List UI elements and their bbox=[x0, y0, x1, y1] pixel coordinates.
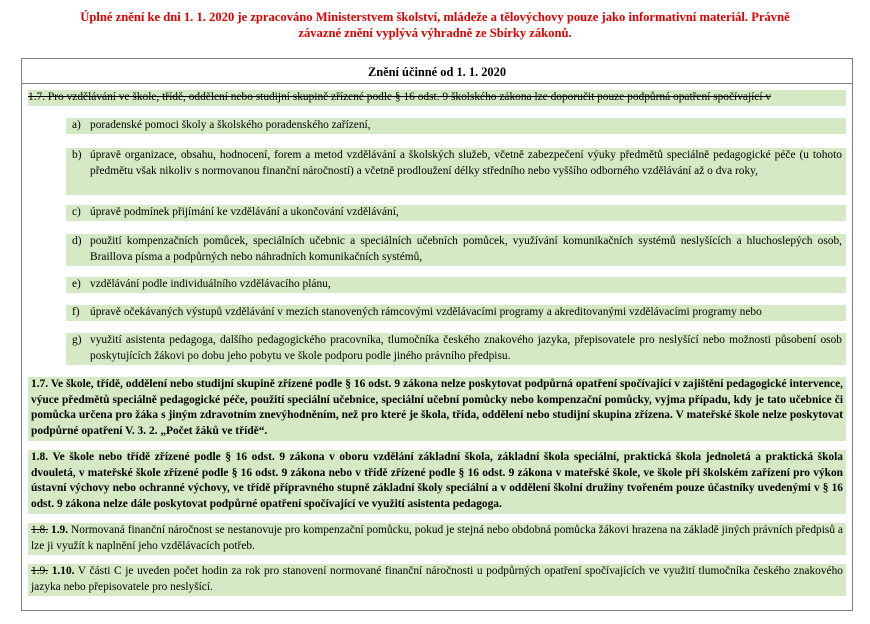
deleted-item-g bbox=[66, 333, 846, 365]
deleted-item-d bbox=[66, 234, 846, 266]
item-text: vzdělávání podle individuálního vzdělávacího plánu, bbox=[90, 278, 331, 290]
effective-date-caption: Znění účinné od 1. 1. 2020 bbox=[367, 65, 507, 79]
item-text: využití asistenta pedagoga, dalšího pedagogického pracovníka, tlumočníka českého znakového jazyka, přepisovatele pro neslyšící nebo možnosti působení osob poskytujících žákovi po dobu jeho pobytu ve škole podporu podle jiného právního předpisu. bbox=[90, 334, 842, 362]
deleted-item-c bbox=[66, 205, 846, 221]
document-frame bbox=[21, 58, 853, 611]
caption-divider bbox=[22, 83, 852, 84]
item-label: b) bbox=[72, 149, 82, 161]
paragraph-1-8: 1.8. Ve škole nebo třídě zřízené podle § 16 odst. 9 zákona v oboru vzdělání základní škola, základní škola speciální, praktická škola jednoletá a praktická škola dvouletá, v mateřské škole zřízené podle § 16 odst. 9 zákona nebo v třídě zřízené podle § 16 odst. 9 zákona v mateřské škole, ve škole při školském zařízení pro výkon ústavní výchovy nebo ochranné výchovy, ve třídě přípravného stupně základní školy speciální a v oddělení školní družiny tvořeném pouze účastníky uvedenými v § 16 odst. 9 zákona nelze dále poskytovat podpůrné opatření spočívající ve využití asistenta pedagoga. bbox=[28, 450, 846, 514]
paragraph-1-7: 1.7. Ve škole, třídě, oddělení nebo studijní skupině zřízené podle § 16 odst. 9 zákona nelze poskytovat podpůrná opatření spočívající v zajištění pedagogické intervence, výuce předmětů speciálně pedagogické péče, použití speciální učebnice, speciální učební pomůcky nebo kompenzační pomůcky, vyjma případu, kdy je tato učebnice či pomůcka určena pro žáka s jiným zdravotním znevýhodněním, než pro které je škola, třída, oddělení nebo studijní skupina zřízena. V mateřské škole nelze poskytovat podpůrné opatření V. 3. 2. „Počet žáků ve třídě“. bbox=[28, 377, 846, 441]
new-number: 1.9. bbox=[51, 524, 69, 536]
deleted-item-a bbox=[66, 118, 846, 134]
new-number: 1.10. bbox=[51, 565, 75, 577]
old-number: 1.8. bbox=[31, 524, 49, 536]
deleted-item-e bbox=[66, 277, 846, 293]
item-text: poradenské pomoci školy a školského poradenského zařízení, bbox=[90, 119, 371, 131]
legal-notice-line-1: Úplné znění ke dni 1. 1. 2020 je zpracováno Ministerstvem školství, mládeže a tělovýchovy pouze jako informativní materiál. Právně bbox=[80, 10, 790, 24]
item-text: použití kompenzačních pomůcek, speciálních učebnic a speciálních učebních pomůcek, využívání komunikačních systémů neslyšících a hluchoslepých osob, Braillova písma a podpůrných nebo náhradních komunikačních systémů, bbox=[90, 235, 842, 263]
deleted-intro: 1.7. Pro vzdělávání ve škole, třídě, oddělení nebo studijní skupině zřízené podle § 16 odst. 9 školského zákona lze doporučit pouze podpůrná opatření spočívající v bbox=[28, 90, 846, 106]
old-number: 1.9. bbox=[31, 565, 49, 577]
item-label: g) bbox=[72, 334, 82, 346]
deleted-item-b bbox=[66, 148, 846, 195]
item-label: d) bbox=[72, 235, 82, 247]
deleted-item-f bbox=[66, 305, 846, 321]
paragraph-1-10 bbox=[28, 564, 846, 596]
legal-notice-line-2: závazné znění vyplývá výhradně ze Sbírky zákonů. bbox=[298, 26, 572, 40]
item-label: f) bbox=[72, 306, 80, 318]
item-text: úpravě očekávaných výstupů vzdělávání v mezích stanovených rámcovými vzdělávacími programy a akreditovanými vzdělávacími programy nebo bbox=[90, 306, 762, 318]
item-label: e) bbox=[72, 278, 81, 290]
item-text: úpravě podmínek přijímání ke vzdělávání a ukončování vzdělávání, bbox=[90, 206, 399, 218]
item-label: a) bbox=[72, 119, 81, 131]
paragraph-text: Normovaná finanční náročnost se nestanovuje pro kompenzační pomůcku, pokud je stejná nebo obdobná pomůcka žákovi hrazena na základě jiných právních předpisů a lze ji využít k naplnění jeho vzdělávacích potřeb. bbox=[31, 524, 843, 552]
legal-notice bbox=[0, 9, 870, 41]
item-text: úpravě organizace, obsahu, hodnocení, forem a metod vzdělávání a školských služeb, včetně zabezpečení výuky předmětů speciálně pedagogické péče (u tohoto předmětu však nikoliv s normovanou finanční náročností) a včetně prodloužení délky středního nebo vyššího odborného vzdělávání až o dva roky, bbox=[90, 149, 842, 177]
paragraph-text: V části C je uveden počet hodin za rok pro stanovení normované finanční náročnosti u podpůrných opatření spočívajících ve využití tlumočníka českého znakového jazyka nebo přepisovatele pro neslyšící. bbox=[31, 565, 843, 593]
item-label: c) bbox=[72, 206, 81, 218]
paragraph-1-9 bbox=[28, 523, 846, 555]
